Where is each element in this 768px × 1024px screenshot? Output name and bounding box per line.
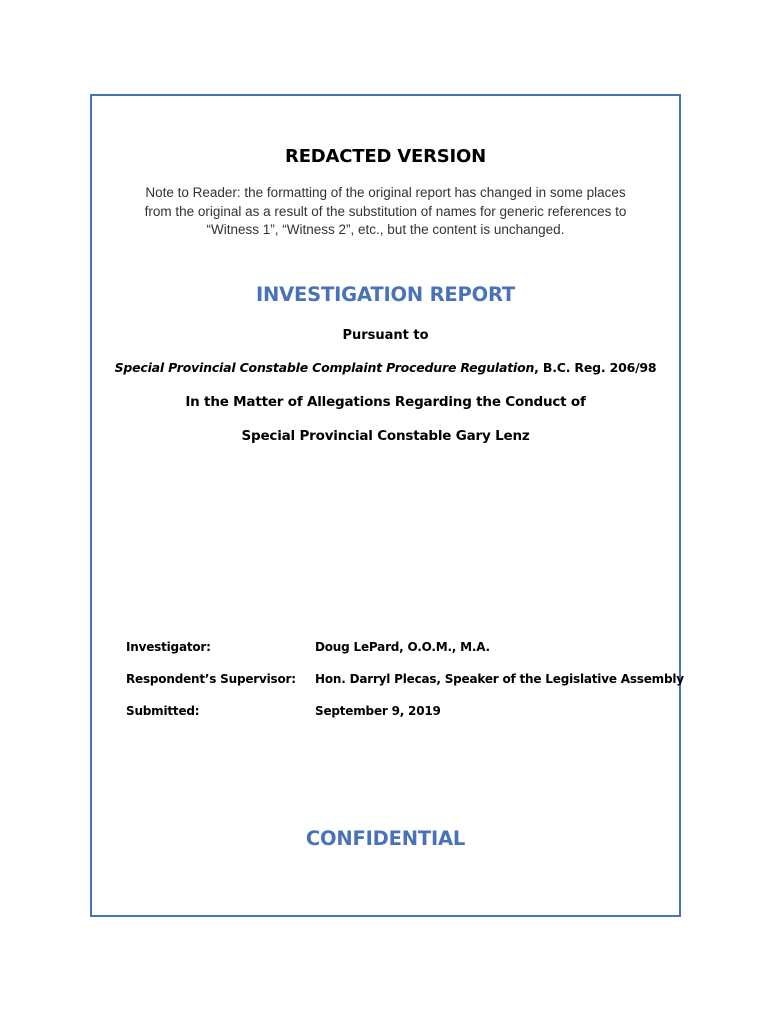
note-to-reader (118, 184, 653, 240)
note-line: from the original as a result of the substitution of names for generic references to (144, 203, 627, 219)
redacted-version-heading: REDACTED VERSION (285, 146, 486, 167)
note-line: Note to Reader: the formatting of the original report has changed in some places (145, 185, 626, 200)
report-title: INVESTIGATION REPORT (255, 283, 516, 306)
detail-value: Hon. Darryl Plecas, Speaker of the Legislative Assembly (315, 672, 684, 686)
regulation-citation (90, 360, 681, 375)
matter-line: In the Matter of Allegations Regarding the Conduct of (185, 394, 586, 410)
detail-value: Doug LePard, O.O.M., M.A. (315, 640, 490, 654)
confidential-label: CONFIDENTIAL (305, 827, 466, 850)
regulation-number: , B.C. Reg. 206/98 (534, 360, 657, 375)
detail-label: Investigator: (126, 640, 211, 654)
constable-line: Special Provincial Constable Gary Lenz (241, 428, 530, 444)
detail-label: Respondent’s Supervisor: (126, 672, 296, 686)
note-line: “Witness 1”, “Witness 2”, etc., but the content is unchanged. (206, 222, 565, 237)
detail-label: Submitted: (126, 704, 200, 718)
pursuant-to: Pursuant to (342, 328, 429, 343)
regulation-name: Special Provincial Constable Complaint Procedure Regulation (114, 360, 535, 375)
detail-value: September 9, 2019 (315, 704, 441, 718)
